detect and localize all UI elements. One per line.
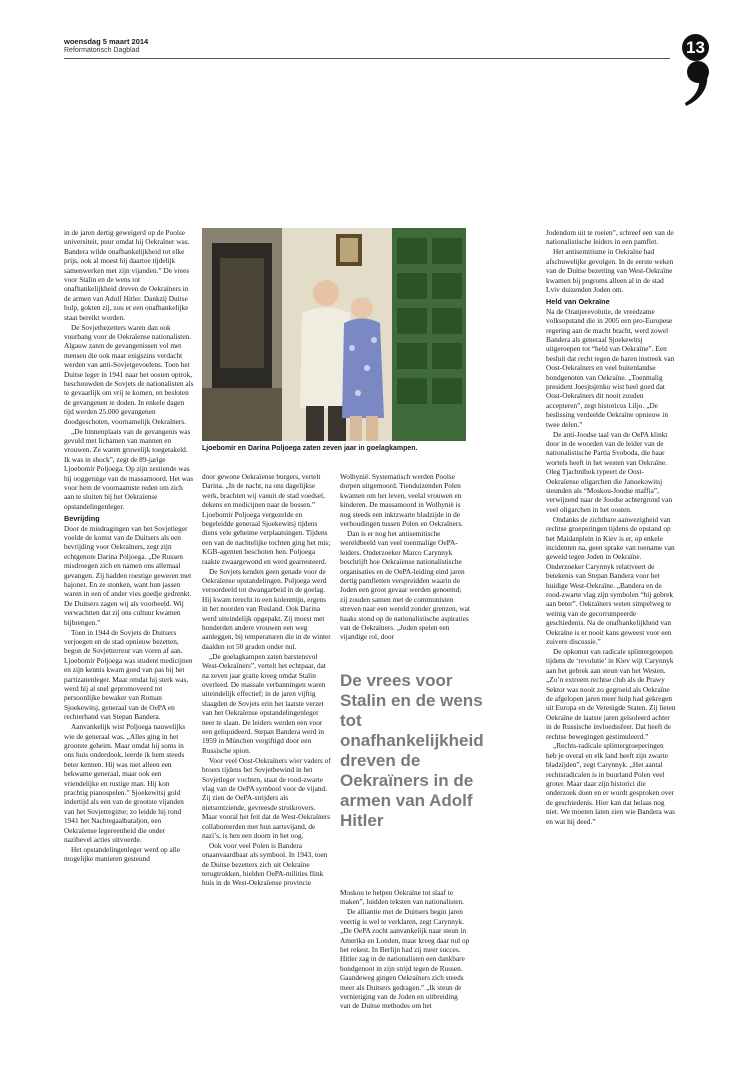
article-column-2 — [202, 472, 332, 1032]
paragraph: „Rechts-radicale splintergroeperingen heb je overal en elk land heeft zijn zwarte bladzijden”, zegt Carynnyk. „Het aantal rechtsradicalen is in buurland Polen veel groter. Maar daar zijn historici die onderzoek doen en er wordt gesproken over de geschiedenis. Hier kan dat helaas nog niet. We moeten laten zien wie Bandera was en wat hij deed.” — [546, 741, 675, 826]
paragraph: Voor veel Oost-Oekraïners wier vaders of broers tijdens het Sovjetbewind in het Sovjetleger vochten, staat de rood-zwarte vlag van de OePA symbool voor de vijand. Zij zien de OePA-strijders als nietsontziende, gevreesde struikrovers. Maar vooral het feit dat de West-Oekraïners collaboreerden met hun aartsvijand, de nazi’s, is hen een doorn in het oog. — [202, 755, 331, 840]
paragraph: De Sovjetbezetters waren dan ook vuurbang voor de Oekraïense nationalisten. Algauw zaten de gevangenissen vol met mensen die ook maar enigszins verdacht werden van anti-Sovjetgevoelens. Toen het Duitse leger in 1941 naar het oosten optrok, beschouwden de Sovjets de nationalisten als te gevaarlijk om vrij te komen, en besloten de gevangenen te doden. In enkele dagen tijd werden 25.000 gevangenen doodgeschoten, voornamelijk Oekraïners. — [64, 322, 194, 426]
paragraph: Na de Oranjerevolutie, de vreedzame volksopstand die in 2005 een pro-Europese regering aan de macht bracht, werd zowel Bandera als generaal Sjoekewitsj uitgeroepen tot “held van Oekraïne”. Een besluit dat recht tegen de haren instreek van Oost-Oekraïners en veel buitenlandse bondgenoten van Oekraïne. „Toenmalig president Joesjtsjenko wist heel goed dat Oost-Oekraïners dit nooit zouden accepteren”, zegt historicus Liljo. „De beslissing verdeelde Oekraïne opnieuw in twee delen.” — [546, 306, 675, 429]
paragraph: Moskou te helpen Oekraïne tot slaaf te maken”, luidden teksten van nationalisten. — [340, 888, 465, 907]
page-number: 13 — [682, 34, 709, 61]
newspaper-name: Reformatorisch Dagblad — [64, 47, 140, 54]
paragraph: door gewone Oekraïense burgers, vertelt Darina. „In de nacht, na ons dagelijkse werk, brachten wij vanuit de stad voedsel, dekens en medicijnen naar de bossen.” Ljoebomir Poljoega vergezelde en begeleidde generaal Sjoekewitsj tijdens diens vele geheime verplaatsingen. Tijdens een van de nachtelijke tochten ging het mis; KGB-agenten beschoten hen. Poljoega raakte zwaargewond en werd gearresteerd. — [202, 472, 331, 566]
header-rule — [64, 58, 670, 59]
paragraph: Jodendom uit te roeien”, schreef een van de nationalistische leiders in een pamflet. — [546, 228, 674, 247]
article-column-1 — [64, 228, 194, 1028]
photo-caption: Ljoebomir en Darina Poljoega zaten zeven jaar in goelagkampen. — [202, 445, 418, 452]
edition-date: woensdag 5 maart 2014 — [64, 37, 149, 46]
comma-logo-icon — [678, 60, 714, 108]
article-column-3 — [340, 472, 470, 664]
article-photo — [202, 228, 466, 441]
article-column-3-continued — [340, 888, 470, 1032]
paragraph: Het antisemitisme in Oekraïne had afschuwelijke gevolgen. In de eerste weken van de Duitse bezetting van West-Oekraïne kwamen bij pogroms alleen al in de stad Lviv duizenden Joden om. — [546, 247, 674, 294]
paragraph: De Sovjets kenden geen genade voor de Oekraïense opstandelingen. Poljoega werd veroordeeld tot dwangarbeid in de goelag. Hij kwam terecht in een kolenmijn, ergens in het noorden van Rusland. Ook Darina werd uiteindelijk opgepakt. Zij moest met honderden andere vrouwen een weg aanleggen, bij temperaturen die in de winter daalden tot 50 graden onder nul. — [202, 566, 331, 651]
paragraph: „De binnenplaats van de gevangenis was gevuld met lichamen van mannen en vrouwen. Ze waren gruwelijk toegetakeld. Ik was in shock”, zegt de 89-jarige Ljoebomir Poljoega. Op zijn zestiende was hij ooggetuige van de massamoord. Het was voor hem de voornaamste reden om zich aan te sluiten bij het Oekraïense opstandelingenleger. — [64, 426, 194, 511]
subheading-held-van-oekraine: Held van Oekraïne — [546, 297, 610, 307]
paragraph: Toen in 1944 de Sovjets de Duitsers verjoegen en de stad opnieuw bezetten, begon de Sovjetterreur van voren af aan. Ljoebomir Poljoega was student medicijnen en zijn kennis kwam goed van pas bij het partizanenleger. Maar omdat hij sterk was, werd hij al snel gepromoveerd tot persoonlijke bewaker van Roman Sjoekewitsj, generaal van de OePA en rechterhand van Stepan Bandera. — [64, 627, 193, 722]
paragraph: in de jaren dertig geweigerd op de Poolse universiteit, puur omdat hij Oekraïner was. Bandera wilde onafhankelijkheid tot elke prijs, ook al moest hij daartoe tijdelijk samenwerken met zijn vijanden.” De vrees voor Stalin en de wens tot onafhankelijkheid dreven de Oekraïners in de armen van Adolf Hitler. Dankzij Duitse hulp, gokten zij, zou er een onafhankelijke staat bereikt worden. — [64, 228, 190, 322]
paragraph: Aanvankelijk wist Poljoega nauwelijks wie de generaal was. „Alles ging in het grootste geheim. Maar omdat hij soms in ons huis onderdook, leerde ik hem steeds beter kennen. Hij was niet alleen een bekwame generaal, maar ook een vriendelijke en rustige man. Hij kon prachtig pianospelen.” Sjoekewitsj gold indertijd als een van de grootste vijanden van het Sovjetregime; zo leidde hij rond 1941 het Nachtegaalbataljon, een Oekraïense legereenheid die onder nazibevel acties uitvoerde. — [64, 722, 186, 844]
paragraph: De opkomst van radicale splintergroepen tijdens de ‘revolutie’ in Kiev wijt Carynnyk aan het gebrek aan steun van het Westen. „Zo’n extreem rechtse club als de Prawy Sektor was nooit zo gegroeid als Oekraïne de afgelopen jaren meer hulp had gekregen uit Europa en de Verenigde Staten. Zij lieten Oekraïne de laatste jaren geïsoleerd achter in de Russische invloedssfeer. Dat heeft de rechtse bewegingen gestimuleerd.” — [546, 646, 676, 741]
article-column-4 — [546, 228, 676, 1032]
paragraph: De alliantie met de Duitsers begin jaren veertig is wel te verklaren, zegt Carynnyk. „De OePA zocht aanvankelijk naar steun in Amerika en Londen, maar kreeg daar nul op het rekest. In Berlijn had zij meer succes. Hitler zag in de nationalisten een dankbare bondgenoot in zijn strijd tegen de Russen. Gaandeweg gingen Oekraïners zich steeds meer als Duitsers gedragen.” „Ik steun de vernietiging van de Joden en uitbreiding van de Duitse methodes om het — [340, 907, 470, 1011]
paragraph: Het opstandelingenleger werd op alle mogelijke manieren gesteund — [64, 844, 181, 864]
paragraph: Dan is er nog het antisemitische wereldbeeld van veel toenmalige OePA-leiders. Onderzoeker Marco Carynnyk beschrijft hoe Oekraïense nationalistische organisaties en de OePA-leiding eind jaren dertig pamfletten verspreidden waarin de Joden een groot gevaar werden genoemd; zij zouden samen met de communisten streven naar een wereld zonder grenzen, wat haaks stond op de nationalistische aspiraties van de Oekraïners. „Joden spelen een vijandige rol, door — [340, 528, 470, 642]
paragraph: Door de misdragingen van het Sovjetleger voelde de komst van de Duitsers als een bevrijding voor Oekraïners, zegt zijn echtgenote Darina Poljoega. „De Russen misdroegen zich en namen ons allemaal gevangen. Zij hadden roestige geweren met bajonet. En ze stonken, want hun jassen waren in een of ander vies goedje gedrenkt. De Duitsers zagen wij als voorbeeld. Wij verwachtten dat zij ons cultuur kwamen bijbrengen.” — [64, 523, 192, 627]
paragraph: Ook voor veel Polen is Bandera onaanvaardbaar als symbool. In 1943, toen de Duitse bezetters zich uit Oekraïne terugtrokken, hielden OePA-milities flink huis in de West-Oekraïense provincie — [202, 840, 328, 888]
couple-photo-illustration — [202, 228, 466, 441]
paragraph: „De goelagkampen zaten barstensvol West-Oekraïners”, vertelt het echtpaar, dat na zeven jaar gratie kreeg omdat Stalin overleed. De massale verbanningen waren uiteindelijk effectief; in de jaren vijftig slaagden de Sovjets erin het laatste verzet van het Oekraïense opstandelingenleger neer te slaan. De leiders werden een voor een geliquideerd. Stepan Bandera werd in 1959 in München vergiftigd door een Russische spion. — [202, 651, 326, 755]
pull-quote: De vrees voor Stalin en de wens tot onafhankelijkheid dreven de Oekraïners in de armen van Adolf Hitler — [340, 671, 484, 830]
paragraph: Wolhynië. Systematisch werden Poolse dorpen uitgemoord. Tienduizenden Polen kwamen om het leven, veelal vrouwen en kinderen. De massamoord in Wolhynië is nog steeds een inktzwarte bladzijde in de verhoudingen tussen Polen en Oekraïners. — [340, 472, 464, 529]
subheading-bevrijding: Bevrijding — [64, 514, 100, 524]
paragraph: Ondanks de zichtbare aanwezigheid van rechtse groeperingen tijdens de opstand op het Maidanplein in Kiev is er, op enkele incidenten na, geen sprake van toename van geweld tegen Joden in Oekraïne. Onderzoeker Carynnyk relativeert de betekenis van Stepan Bandera voor het huidige West-Oekraïne. „Bandera en de rood-zwarte vlag zijn symbolen “bij gebrek aan beter”. Oekraïners weten simpelweg te weinig van de gecorrumpeerde geschiedenis. Na de onafhankelijkheid van Oekraïne is er nooit kans geweest voor een zuivere discussie.” — [546, 514, 675, 646]
paragraph: De anti-Joodse taal van de OePA klinkt door in de woorden van de leider van de nationalistische Partia Svoboda, die haar wortels heeft in het westen van Oekraïne. Oleg Tjachnibok typeert de Oost-Oekraïense oligarchen die Janoekowitsj steunden als “Moskou-Joodse maffia”, verwijzend naar de Joodse achtergrond van veel oligarchen in het oosten. — [546, 429, 673, 514]
